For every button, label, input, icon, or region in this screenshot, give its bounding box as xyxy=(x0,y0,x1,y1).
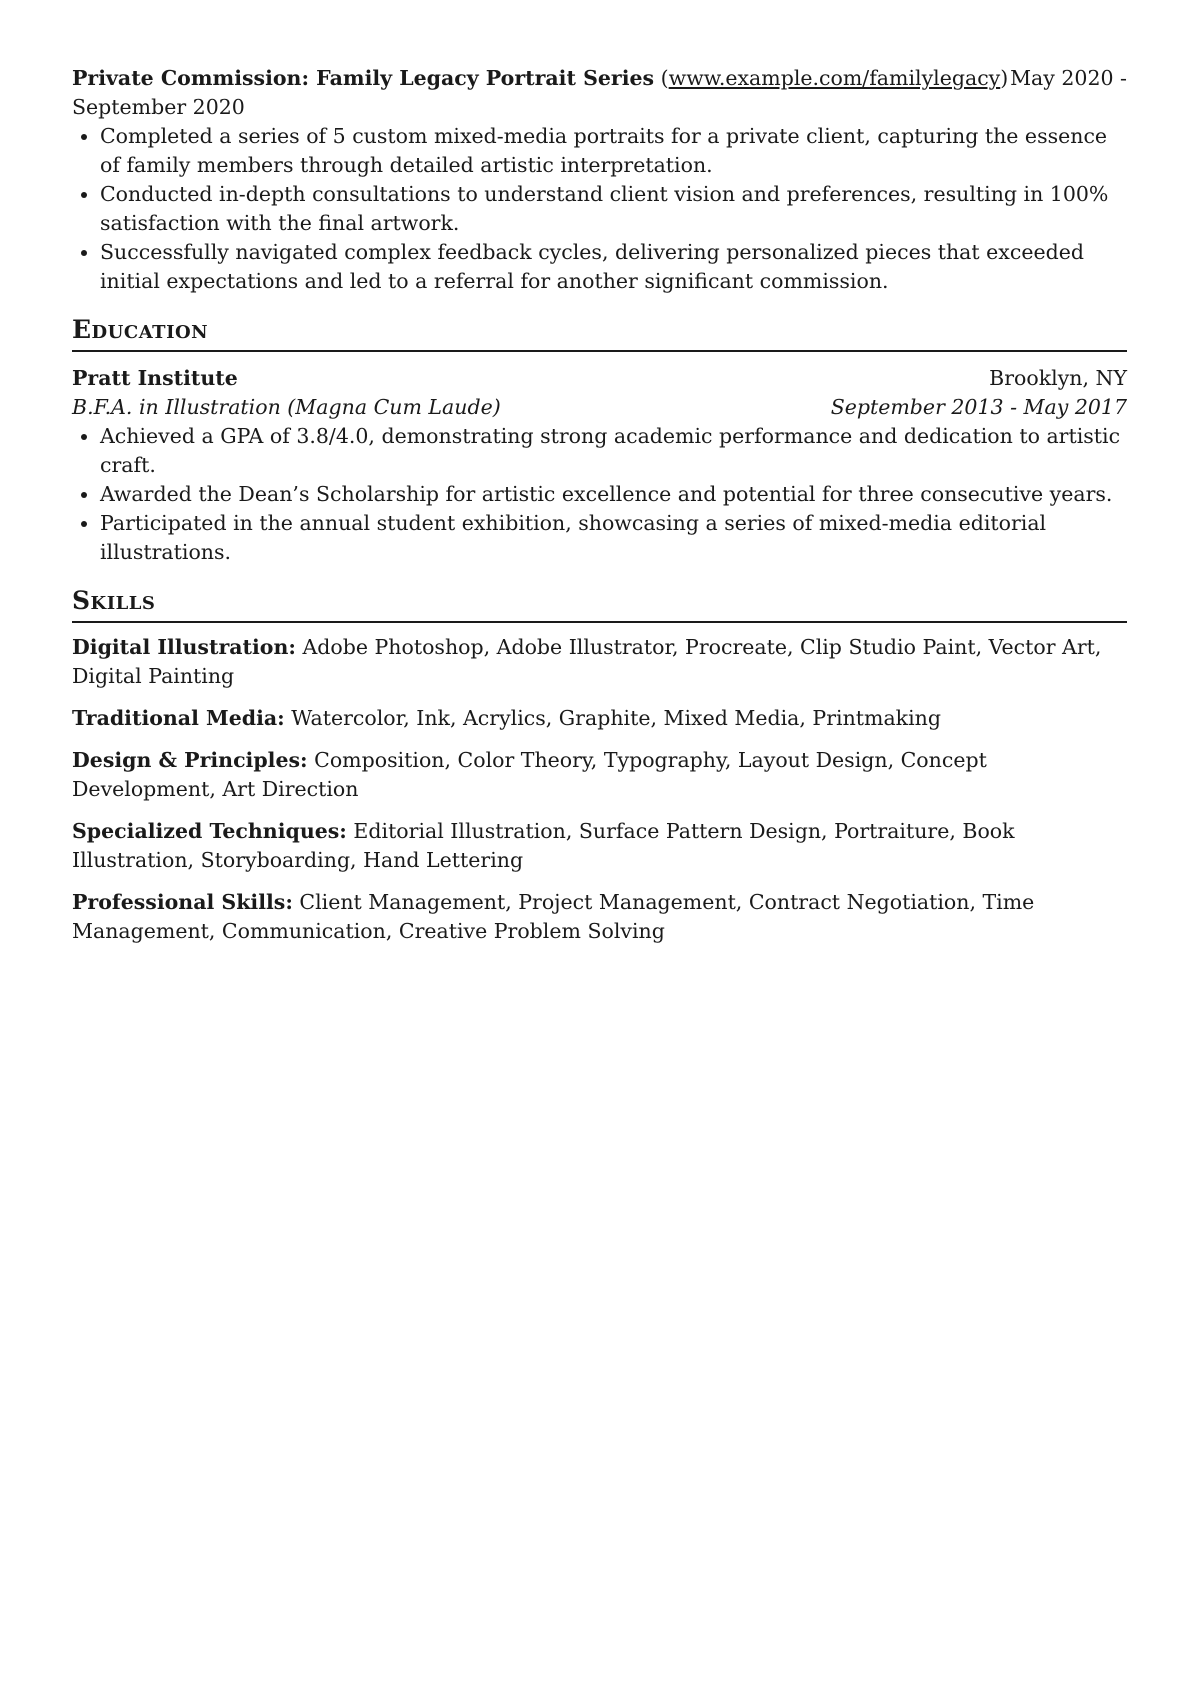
project-bullets xyxy=(72,122,1127,296)
education-row-2 xyxy=(72,393,1127,422)
skills-list xyxy=(72,633,1127,946)
list-item: Conducted in-depth consultations to understand client vision and preferences, resulting in 100% satisfaction with the final artwork. xyxy=(72,180,1127,238)
skills-heading: Skills xyxy=(72,585,1127,623)
list-item: Achieved a GPA of 3.8/4.0, demonstrating strong academic performance and dedication to artistic craft. xyxy=(72,422,1127,480)
list-item: Awarded the Dean’s Scholarship for artistic excellence and potential for three consecutive years. xyxy=(72,480,1127,509)
skill-professional-skills xyxy=(72,888,1127,946)
skill-design-principles xyxy=(72,746,1127,804)
skill-label: Digital Illustration: xyxy=(72,635,296,659)
school-name: Pratt Institute xyxy=(72,366,238,390)
skill-label: Traditional Media: xyxy=(72,706,285,730)
education-heading: Education xyxy=(72,314,1127,352)
project-date-start: May 2020 - xyxy=(1010,66,1127,90)
skill-digital-illustration xyxy=(72,633,1127,691)
education-entry xyxy=(72,364,1127,567)
skill-specialized-techniques xyxy=(72,817,1127,875)
skill-value: Adobe Photoshop, Adobe Illustrator, Procreate, Clip Studio Paint, Vector Art, Digital Painting xyxy=(72,635,1102,688)
project-link-open: ( xyxy=(660,66,669,90)
school-location: Brooklyn, NY xyxy=(989,366,1127,390)
skill-label: Specialized Techniques: xyxy=(72,819,347,843)
skill-value: Client Management, Project Management, Contract Negotiation, Time Management, Communication, Creative Problem Solving xyxy=(72,890,1035,943)
skill-value: Watercolor, Ink, Acrylics, Graphite, Mixed Media, Printmaking xyxy=(291,706,941,730)
skill-label: Design & Principles: xyxy=(72,748,308,772)
skill-value: Editorial Illustration, Surface Pattern Design, Portraiture, Book Illustration, Storyboarding, Hand Lettering xyxy=(72,819,1015,872)
project-link[interactable]: www.example.com/familylegacy xyxy=(668,66,1001,90)
project-header xyxy=(72,64,1127,93)
project-title: Private Commission: Family Legacy Portrait Series xyxy=(72,66,655,90)
resume-page xyxy=(72,64,1127,959)
skill-value: Composition, Color Theory, Typography, Layout Design, Concept Development, Art Direction xyxy=(72,748,987,801)
skill-traditional-media xyxy=(72,704,1127,733)
education-dates: September 2013 - May 2017 xyxy=(830,395,1127,419)
list-item: Participated in the annual student exhibition, showcasing a series of mixed-media editorial illustrations. xyxy=(72,509,1127,567)
skill-label: Professional Skills: xyxy=(72,890,293,914)
project-link-close: ) xyxy=(1000,66,1009,90)
education-row-1 xyxy=(72,364,1127,393)
list-item: Completed a series of 5 custom mixed-media portraits for a private client, capturing the essence of family members through detailed artistic interpretation. xyxy=(72,122,1127,180)
degree: B.F.A. in Illustration (Magna Cum Laude) xyxy=(72,395,501,419)
education-bullets xyxy=(72,422,1127,567)
project-date-end: September 2020 xyxy=(72,95,245,119)
list-item: Successfully navigated complex feedback cycles, delivering personalized pieces that exceeded initial expectations and led to a referral for another significant commission. xyxy=(72,238,1127,296)
